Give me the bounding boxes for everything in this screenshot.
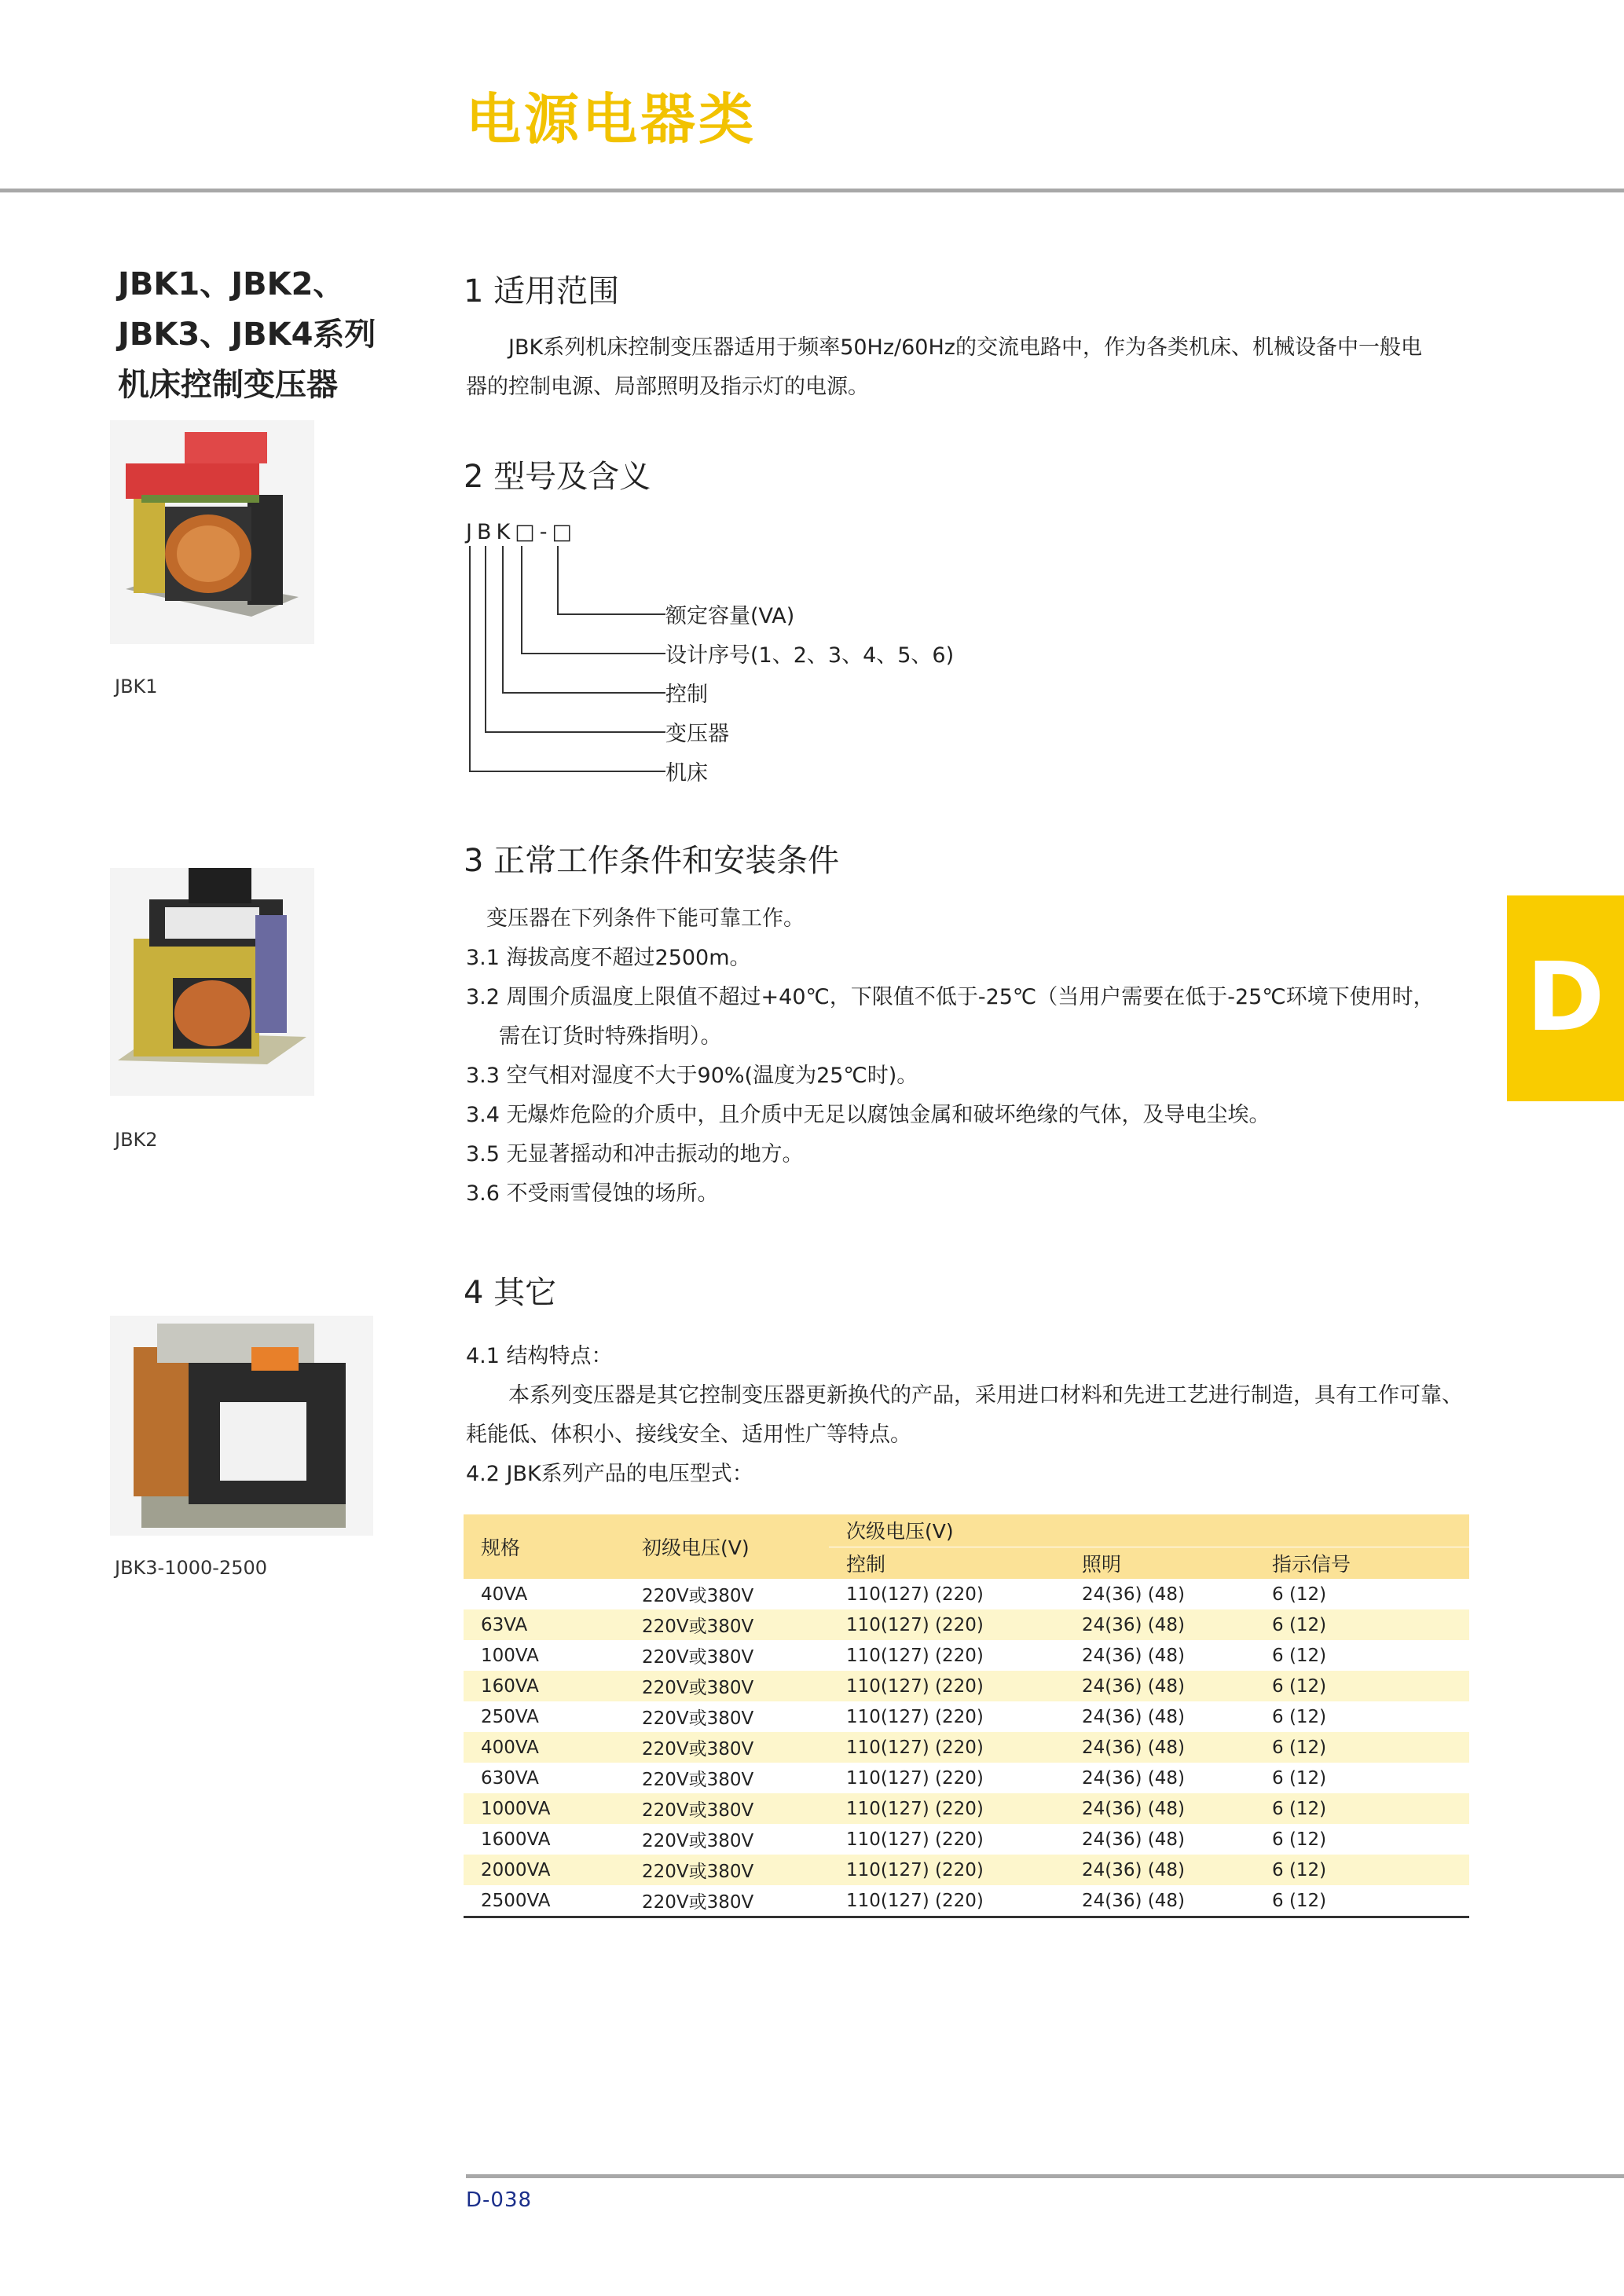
table-row — [464, 1885, 1469, 1916]
table-row — [464, 1763, 1469, 1793]
table-row — [464, 1793, 1469, 1824]
table-cell: 2500VA — [481, 1890, 551, 1911]
table-cell: 6 (12) — [1272, 1584, 1327, 1605]
photo-caption: JBK2 — [115, 1129, 158, 1151]
section-heading: 1 适用范围 — [464, 273, 620, 309]
meaning-machine: 机床 — [665, 761, 708, 785]
table-cell: 6 (12) — [1272, 1706, 1327, 1727]
table-cell: 24(36) (48) — [1065, 1671, 1255, 1701]
table-cell: 6 (12) — [1255, 1855, 1469, 1885]
table-cell: 110(127) (220) — [846, 1767, 984, 1789]
section-heading: 3 正常工作条件和安装条件 — [464, 843, 840, 879]
body-line: 3.3 空气相对湿度不大于90%(温度为25℃时)。 — [466, 1064, 918, 1088]
table-cell: 100VA — [481, 1645, 539, 1666]
product-title-line: 机床控制变压器 — [118, 367, 338, 403]
table-cell: 110(127) (220) — [846, 1829, 984, 1850]
table-cell: 24(36) (48) — [1065, 1609, 1255, 1640]
meaning-capacity: 额定容量(VA) — [665, 604, 795, 628]
table-row — [464, 1701, 1469, 1732]
table-cell: 40VA — [481, 1584, 528, 1605]
product-title-line: JBK1、JBK2、 — [118, 266, 345, 302]
header-lighting: 照明 — [1065, 1547, 1255, 1579]
footer-divider — [466, 2174, 1624, 2178]
model-code-diagram — [466, 542, 670, 778]
table-cell: 6 (12) — [1255, 1732, 1469, 1763]
page-title: 电源电器类 — [466, 87, 757, 152]
body-line: 耗能低、体积小、接线安全、适用性广等特点。 — [466, 1423, 911, 1447]
table-cell: 6 (12) — [1255, 1793, 1469, 1824]
table-cell: 220V或380V — [642, 1708, 754, 1729]
header-control: 控制 — [829, 1547, 1065, 1579]
table-cell: 630VA — [481, 1767, 539, 1789]
table-cell: 160VA — [464, 1671, 625, 1701]
meaning-control: 控制 — [665, 683, 708, 707]
meaning-transformer: 变压器 — [665, 722, 729, 746]
model-code: JBK□-□ — [466, 520, 577, 544]
body-line: 3.6 不受雨雪侵蚀的场所。 — [466, 1181, 719, 1206]
body-line: 需在订货时特殊指明）。 — [499, 1024, 722, 1049]
table-row — [464, 1671, 1469, 1701]
table-cell: 63VA — [464, 1609, 625, 1640]
table-cell: 220V或380V — [625, 1793, 829, 1824]
table-cell: 220V或380V — [642, 1647, 754, 1668]
table-cell: 24(36) (48) — [1082, 1584, 1186, 1605]
section-body — [466, 1337, 1519, 1494]
table-cell: 24(36) (48) — [1082, 1767, 1186, 1789]
table-cell: 1000VA — [464, 1793, 625, 1824]
table-cell: 220V或380V — [642, 1770, 754, 1790]
section-body — [466, 328, 1511, 407]
section-heading: 2 型号及含义 — [464, 459, 651, 495]
body-line: 器的控制电源、局部照明及指示灯的电源。 — [466, 375, 869, 399]
voltage-table — [464, 1514, 1469, 1916]
body-line: 3.5 无显著摇动和冲击振动的地方。 — [466, 1142, 804, 1166]
body-line: 3.1 海拔高度不超过2500m。 — [466, 946, 751, 970]
table-cell: 6 (12) — [1272, 1767, 1327, 1789]
voltage-table-wrapper — [464, 1514, 1469, 1918]
body-line: JBK系列机床控制变压器适用于频率50Hz/60Hz的交流电路中，作为各类机床、机械设备中一般电 — [508, 335, 1422, 360]
body-line: 本系列变压器是其它控制变压器更新换代的产品，采用进口材料和先进工艺进行制造，具有工作可靠、 — [508, 1383, 1463, 1408]
body-line: 3.2 周围介质温度上限值不超过+40℃，下限值不低于-25℃（当用户需要在低于-25℃环境下使用时， — [466, 985, 1435, 1009]
table-row — [464, 1609, 1469, 1640]
table-cell: 220V或380V — [642, 1831, 754, 1851]
table-cell: 110(127) (220) — [829, 1855, 1065, 1885]
table-cell: 110(127) (220) — [846, 1584, 984, 1605]
product-title — [118, 259, 376, 410]
table-row — [464, 1855, 1469, 1885]
table-cell: 110(127) (220) — [829, 1671, 1065, 1701]
table-cell: 220V或380V — [642, 1586, 754, 1606]
table-row — [464, 1640, 1469, 1671]
table-body — [464, 1579, 1469, 1916]
table-cell: 110(127) (220) — [829, 1793, 1065, 1824]
subheading: 4.1 结构特点： — [466, 1344, 613, 1368]
table-cell: 24(36) (48) — [1082, 1890, 1186, 1911]
meaning-design-no: 设计序号(1、2、3、4、5、6) — [665, 643, 955, 668]
header-spec: 规格 — [464, 1514, 625, 1579]
table-cell: 24(36) (48) — [1065, 1732, 1255, 1763]
product-photo-jbk1 — [110, 420, 314, 644]
table-cell: 6 (12) — [1272, 1829, 1327, 1850]
table-cell: 110(127) (220) — [829, 1609, 1065, 1640]
table-cell: 220V或380V — [625, 1609, 829, 1640]
photo-caption: JBK3-1000-2500 — [115, 1557, 268, 1579]
product-title-line: JBK3、JBK4系列 — [118, 317, 376, 353]
section-heading: 4 其它 — [464, 1275, 557, 1311]
table-cell: 6 (12) — [1272, 1645, 1327, 1666]
table-cell: 110(127) (220) — [846, 1645, 984, 1666]
table-cell: 24(36) (48) — [1082, 1645, 1186, 1666]
body-line: 3.4 无爆炸危险的介质中，且介质中无足以腐蚀金属和破坏绝缘的气体，及导电尘埃。 — [466, 1103, 1270, 1127]
header-divider — [0, 189, 1624, 192]
table-cell: 400VA — [464, 1732, 625, 1763]
table-cell: 110(127) (220) — [846, 1890, 984, 1911]
section-tab-letter: D — [1526, 943, 1605, 1053]
table-cell: 220V或380V — [625, 1855, 829, 1885]
table-cell: 6 (12) — [1255, 1609, 1469, 1640]
table-row — [464, 1732, 1469, 1763]
table-cell: 220V或380V — [625, 1732, 829, 1763]
table-row — [464, 1824, 1469, 1855]
table-cell: 250VA — [481, 1706, 539, 1727]
table-cell: 2000VA — [464, 1855, 625, 1885]
table-cell: 24(36) (48) — [1065, 1793, 1255, 1824]
subheading: 4.2 JBK系列产品的电压型式： — [466, 1462, 753, 1486]
table-cell: 24(36) (48) — [1065, 1855, 1255, 1885]
model-meanings — [665, 597, 954, 793]
table-cell: 6 (12) — [1255, 1671, 1469, 1701]
table-cell: 6 (12) — [1272, 1890, 1327, 1911]
photo-caption: JBK1 — [115, 676, 158, 698]
table-cell: 110(127) (220) — [846, 1706, 984, 1727]
product-photo-jbk3 — [110, 1316, 373, 1536]
header-secondary: 次级电压(V) — [829, 1514, 1469, 1547]
table-cell: 220V或380V — [625, 1671, 829, 1701]
table-cell: 24(36) (48) — [1082, 1829, 1186, 1850]
body-line: 变压器在下列条件下能可靠工作。 — [486, 906, 805, 931]
header-signal: 指示信号 — [1255, 1547, 1469, 1579]
table-cell: 110(127) (220) — [829, 1732, 1065, 1763]
product-photo-jbk2 — [110, 868, 314, 1096]
section-tab-d — [1507, 895, 1624, 1101]
table-cell: 1600VA — [481, 1829, 551, 1850]
header-primary: 初级电压(V) — [625, 1514, 829, 1579]
table-cell: 220V或380V — [642, 1892, 754, 1913]
table-row — [464, 1579, 1469, 1609]
section-body — [466, 899, 1511, 1214]
page-number: D-038 — [466, 2188, 533, 2212]
table-cell: 24(36) (48) — [1082, 1706, 1186, 1727]
